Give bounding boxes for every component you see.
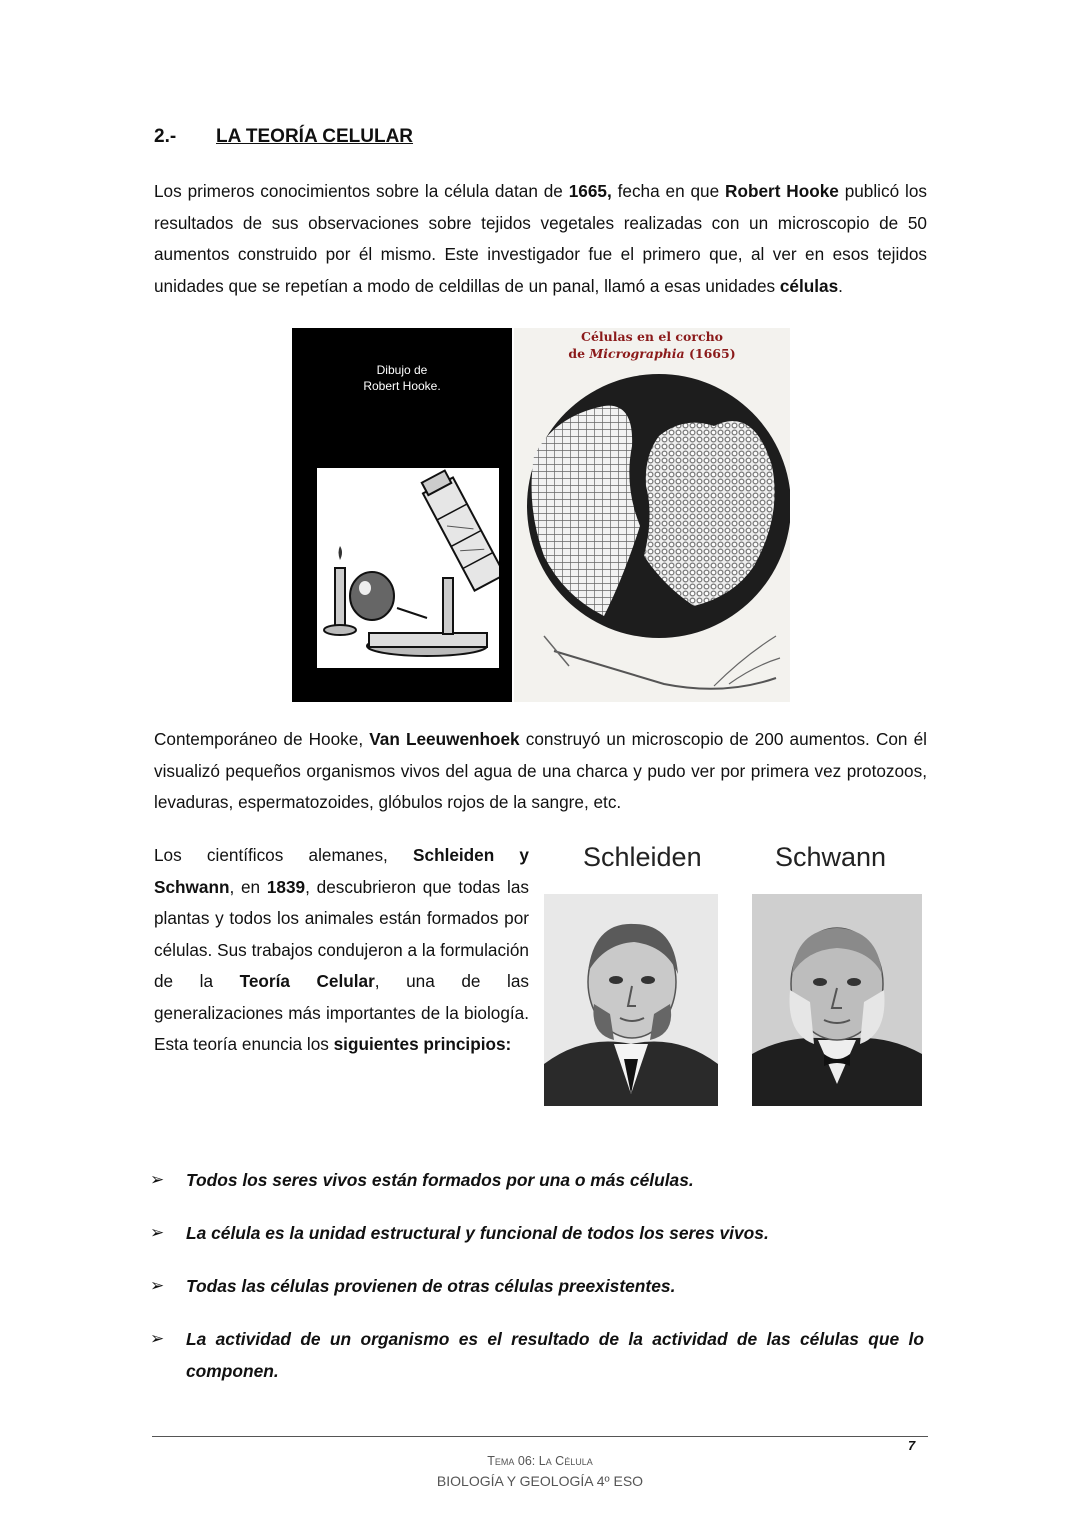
text-run: , en — [229, 876, 267, 897]
paragraph-schleiden-schwann — [154, 840, 529, 1061]
principle-item: Todos los seres vivos están formados por una o más células. — [186, 1170, 694, 1190]
text-run: . — [838, 275, 843, 296]
cork-caption-year: (1665) — [684, 346, 736, 361]
bullet-arrow-icon: ➢ — [150, 1276, 165, 1295]
text-run: construyó un microscopio de 200 aumentos. Con él visualizó pequeños organismos vivos del agua de una charca y pudo ver por primera vez protozoos, levaduras, espermatozoides, glóbulos rojos de la sangre, etc. — [154, 729, 927, 812]
text-run: , una de las generalizaciones más importantes de la biología. Esta teoría enuncia los — [154, 971, 529, 1054]
cork-caption-prefix: de — [568, 346, 590, 361]
cork-cells-figure — [514, 328, 790, 702]
cork-caption-line2 — [514, 345, 790, 362]
text-run: Los primeros conocimientos sobre la célula datan de — [154, 181, 569, 201]
schwann-label: Schwann — [775, 842, 887, 872]
section-number: 2.- — [154, 126, 177, 147]
page-number: 7 — [908, 1438, 916, 1453]
schleiden-label: Schleiden — [583, 842, 702, 872]
bold-run: Schleiden y Schwann — [154, 845, 529, 897]
footer-divider — [152, 1436, 928, 1437]
cork-caption-line1: Células en el corcho — [581, 329, 723, 344]
principle-item: Todas las células provienen de otras células preexistentes. — [186, 1276, 676, 1296]
bullet-arrow-icon: ➢ — [150, 1329, 165, 1348]
bullet-arrow-icon: ➢ — [150, 1170, 165, 1189]
hooke-microscope-figure — [292, 328, 512, 702]
microscope-illustration — [317, 468, 499, 668]
bullet-arrow-icon: ➢ — [150, 1223, 165, 1242]
bold-run: siguientes principios: — [333, 1034, 512, 1054]
hooke-figure-caption: Dibujo de Robert Hooke. — [363, 363, 441, 393]
text-run: publicó los resultados de sus observaciones sobre tejidos vegetales realizadas con un microscopio de 50 aumentos construido por él mismo. Este investigador fue el primero que, al ver en esos tejidos unidades que se repetían a modo de celdillas de un panal, llamó a esas unidades — [154, 181, 927, 296]
bold-run: Robert Hooke — [725, 181, 839, 201]
cork-caption-book: Micrographia — [589, 346, 685, 361]
bold-run: Teoría Celular — [239, 971, 375, 991]
bold-run: Van Leeuwenhoek — [369, 729, 520, 749]
bold-run: células — [779, 275, 839, 296]
bold-run: 1839 — [266, 876, 306, 897]
text-run: Los científicos alemanes, — [154, 845, 414, 865]
text-run: Contemporáneo de Hooke, — [154, 729, 370, 749]
principle-item: La actividad de un organismo es el resultado de la actividad de las células que lo componen. — [186, 1329, 924, 1381]
schwann-portrait — [752, 894, 922, 1106]
paragraph-leeuwenhoek — [154, 724, 927, 819]
cork-figure-caption — [514, 328, 790, 362]
section-title: LA TEORÍA CELULAR — [216, 126, 414, 147]
paragraph-hooke — [154, 176, 927, 302]
text-run: fecha en que — [611, 181, 726, 201]
cork-micrograph-illustration — [514, 366, 790, 702]
schleiden-portrait-drawing — [544, 894, 718, 1106]
principle-item: La célula es la unidad estructural y funcional de todos los seres vivos. — [186, 1223, 769, 1243]
microscope-drawing — [317, 468, 499, 668]
schwann-portrait-drawing — [752, 894, 922, 1106]
bold-run: 1665, — [568, 181, 612, 201]
text-run: , descubrieron que todas las plantas y todos los animales están formados por células. Sus trabajos condujeron a la formulación de la — [154, 876, 529, 991]
footer-course: BIOLOGÍA Y GEOLOGÍA 4º ESO — [436, 1473, 644, 1489]
schleiden-portrait — [544, 894, 718, 1106]
footer-topic: Tema 06: La Célula — [487, 1454, 593, 1468]
